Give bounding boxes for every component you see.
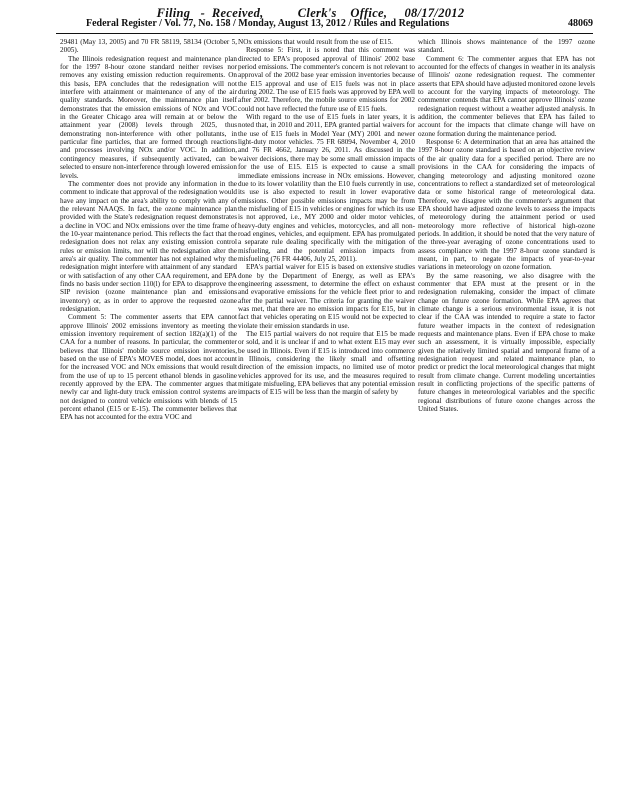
paragraph: The Illinois redesignation request and maintenance plan for the 1997 8-hour ozone standard neither revises nor removes any existing emission reduction requirements. On this basis, EPA concludes that the redesignation will not interfere with attainment or maintenance of any of the air quality standards. Moreover, the maintenance plan itself demonstrates that the emission emissions of NOx and VOC in the Greater Chicago area will remain at or below the attainment year (2008) levels through 2025, thus demonstrating non-interference with other pollutants, in particular fine particles, that are formed through reactions and processes involving NOx and/or VOC. In addition, contingency measures, if subsequently activated, can be selected to ensure non-interference through lowered emission levels. [60,54,237,180]
running-head: Federal Register / Vol. 77, No. 158 / Monday, August 13, 2012 / Rules and Regulations [86,18,450,29]
paragraph: Response 6: A determination that an area has attained the 1997 8-hour ozone standard is based on an objective review of the air quality data for a specified period. There are no provisions in the CAA for considering the impacts of changing meteorology and adjusting monitored ozone concentrations to reflect a standardized set of meteorological data or some historical range of meteorological data. Therefore, we disagree with the commenter's argument that EPA should have adjusted ozone levels to assess the impacts of meteorology during the attainment period or used meteorology more reflective of historical high-ozone periods. In addition, it should be noted that the very nature of the three-year averaging of ozone concentrations used to assess compliance with the 1997 8-hour ozone standard is meant, in part, to negate the impacts of year-to-year variations in meteorology on ozone formation. [418,138,595,272]
paragraph: EPA's partial waiver for E15 is based on extensive studies done by the Department of Energy, as well as EPA's engineering assessment, to determine the effect on exhaust and evaporative emissions for the vehicle fleet prior to and after the partial waiver. The criteria for granting the waiver was met, that there are no emission impacts for E15, but in fact that vehicles operating on E15 would not be expected to violate their emission standards in use. [238,263,415,330]
filing-received-stamp: Filing - Received, Clerk's Office, 08/17/2012 [156,6,465,20]
paragraph: The E15 partial waivers do not require that E15 be made or sold, and it is unclear if and to what extent E15 may ever be used in Illinois. Even if E15 is introduced into commerce in Illinois, considering the likely small and offsetting direction of the emission impacts, no limited use of motor vehicles approved for its use, and the measures required to mitigate misfueling, EPA believes that any potential emission impacts of E15 will be less than the margin of safety by [238,330,415,397]
paragraph: With regard to the use of E15 fuels in later years, it is noted that, in 2010 and 2011, EPA granted partial waivers for the use of E15 fuels in Model Year (MY) 2001 and newer light-duty motor vehicles. 75 FR 68094, November 4, 2010 and 76 FR 4662, January 26, 2011. As discussed in the waiver decisions, there may be some small emission impacts for the use of E15. E15 is expected to cause a small immediate emissions increase in NOx emissions. However, due to its lower volatility than the E10 fuels currently in use, its use is also expected to result in lower evaporative emissions. Other possible emissions impacts may be from the misfueling of E15 in vehicles or engines for which its use is not approved, i.e., MY 2000 and older motor vehicles, heavy-duty engines and vehicles, motorcycles, and all non-road engines, vehicles, and equipment. EPA has promulgated a separate rule dealing specifically with the mitigation of misfueling, and the potential emission impacts from misfueling (76 FR 44406, July 25, 2011). [238,113,415,263]
paragraph: NOx emissions that would result from the use of E15. [238,38,393,46]
header-rule [56,33,593,34]
text-column-3 [418,38,595,413]
federal-register-header [56,18,593,32]
paragraph: The commenter does not provide any information in the comment to indicate that approval of the redesignation would have any impact on the area's ability to comply with any of the relevant NAAQS. In fact, the ozone maintenance plan provided with the State's redesignation request demonstrates a decline in VOC and NOx emissions over the time frame of the 10-year maintenance period. This reflects the fact that the redesignation does not relax any existing emission control rules or emission limits, nor will the redesignation alter the area's air quality. The commenter has not explained why the redesignation might interfere with attainment of any standard or with satisfaction of any other CAA requirement, and EPA finds no basis under section 110(l) for EPA to disapprove the SIP revision (ozone maintenance plan and emissions inventory) or, as in order to approve the requested ozone redesignation. [60,179,237,313]
text-column-2 [238,38,415,397]
paragraph: Response 5: First, it is noted that this comment was directed to EPA's proposed approval of Illinois' 2002 base period emissions. The commenter's concern is not relevant to approval of the 2002 base year emission inventories because the E15 approval and use of E15 fuels was not in place during 2002. The use of E15 fuels was approved by EPA well after 2002. Therefore, the mobile source emissions for 2002 could not have reflected the future use of E15 fuels. [238,46,415,113]
paragraph: Comment 5: The commenter asserts that EPA cannot approve Illinois' 2002 emissions inventory as meeting the emission inventory requirement of section 182(a)(1) of the CAA for a number of reasons. In particular, the commenter believes that Illinois' mobile source emission inventories, based on the use of EPA's MOVES model, does not account for the increased VOC and NOx emissions that would result from the use of up to 15 percent ethanol blends in gasoline recently approved by the EPA. The commenter argues that newly car and light-duty truck emission control systems are not designed to control vehicle emissions with blends of 15 percent ethanol (E15 or E-15). The commenter believes that EPA has not accounted for the extra VOC and [60,313,237,422]
paragraph: By the same reasoning, we also disagree with the commenter that EPA must at the present or in the redesignation rulemaking, consider the impact of climate change on future ozone formation. While EPA agrees that climate change is a serious environmental issue, it is not clear if the CAA was intended to require a state to factor future weather impacts in the context of redesignation requests and maintenance plans. Even if EPA chose to make such an assessment, it is virtually impossible, especially given the relatively limited spatial and temporal frame of a redesignation request and related maintenance plan, to predict or predict the local meteorological changes that might result from climate change. Current modeling uncertainties result in conflicting projections of the specific patterns of future changes in meteorological variables and the specific regional distributions of future ozone changes across the United States. [418,271,595,414]
paragraph: which Illinois shows maintenance of the 1997 ozone standard. [418,38,595,55]
paragraph: 29481 (May 13, 2005) and 70 FR 58119, 58134 (October 5, 2005). [60,38,237,55]
text-column-1 [60,38,237,422]
paragraph: Comment 6: The commenter argues that EPA has not accounted for the effects of changes in weather in its analysis of Illinois' ozone redesignation request. The commenter asserts that EPA should have adjusted monitored ozone levels to account for the varying impacts of meteorology. The commenter contends that EPA cannot approve Illinois' ozone redesignation request without a weather adjusted analysis. In addition, the commenter believes that EPA has failed to account for the impacts that climate change will have on ozone formation during the maintenance period. [418,54,595,138]
page-number: 48069 [568,18,593,29]
